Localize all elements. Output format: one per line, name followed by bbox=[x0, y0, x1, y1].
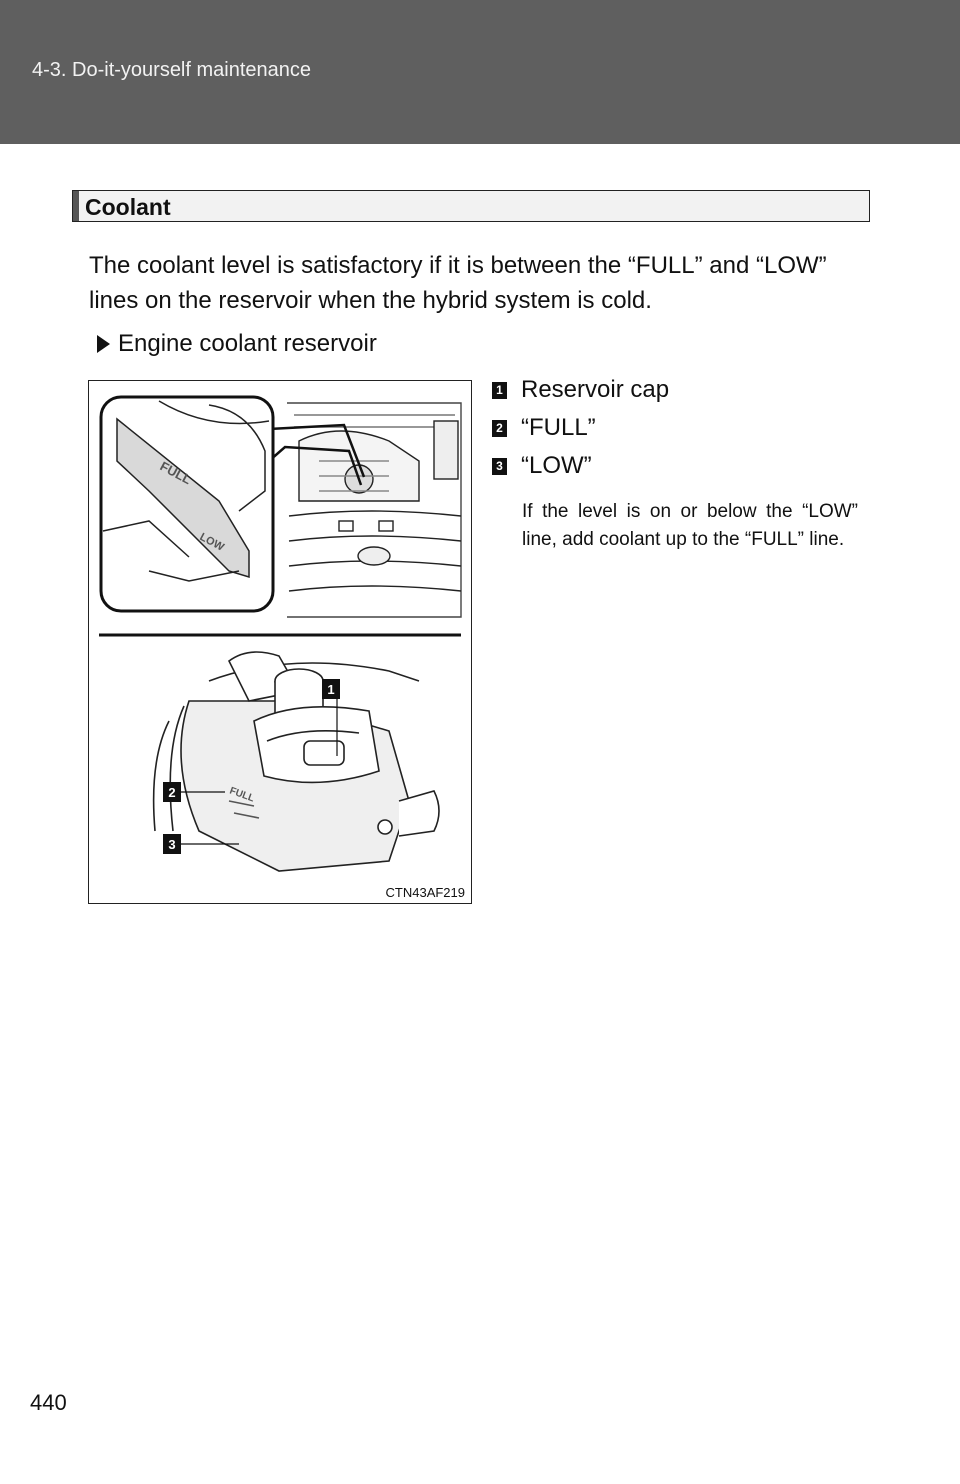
callout-number-badge: 3 bbox=[492, 458, 507, 475]
triangle-bullet-icon bbox=[97, 335, 110, 353]
callout-item bbox=[492, 448, 592, 484]
svg-text:2: 2 bbox=[168, 785, 176, 800]
svg-text:3: 3 bbox=[168, 837, 176, 852]
coolant-reservoir-figure bbox=[88, 380, 472, 904]
svg-text:FULL: FULL bbox=[227, 785, 256, 805]
engine-illustration bbox=[89, 381, 473, 905]
svg-text:1: 1 bbox=[327, 682, 335, 697]
bullet-text: Engine coolant reservoir bbox=[118, 330, 377, 357]
figure-code: CTN43AF219 bbox=[385, 885, 465, 900]
page-header bbox=[0, 0, 960, 144]
section-title: Coolant bbox=[85, 194, 171, 220]
section-heading-bar bbox=[72, 190, 870, 222]
figure-label-3 bbox=[163, 834, 181, 854]
svg-text:FULL: FULL bbox=[157, 458, 194, 488]
figure-label-2 bbox=[163, 782, 181, 802]
callout-number-badge: 2 bbox=[492, 420, 507, 437]
callout-item bbox=[492, 372, 669, 408]
note-text: If the level is on or below the “LOW” line, add coolant up to the “FULL” line. bbox=[522, 501, 858, 550]
callout-number-badge: 1 bbox=[492, 382, 507, 399]
callout-text: “LOW” bbox=[521, 452, 592, 479]
body-paragraph: The coolant level is satisfactory if it is between the “FULL” and “LOW” lines on the reservoir when the hybrid system is cold. bbox=[89, 252, 827, 314]
callout-item bbox=[492, 410, 596, 446]
page-number: 440 bbox=[30, 1390, 67, 1415]
callout-text: Reservoir cap bbox=[521, 376, 670, 403]
callout-text: “FULL” bbox=[521, 414, 596, 441]
bullet-item bbox=[97, 330, 377, 358]
breadcrumb: 4-3. Do-it-yourself maintenance bbox=[32, 59, 312, 81]
section-accent bbox=[73, 191, 79, 221]
figure-label-1 bbox=[322, 679, 340, 699]
svg-text:LOW: LOW bbox=[197, 531, 226, 554]
